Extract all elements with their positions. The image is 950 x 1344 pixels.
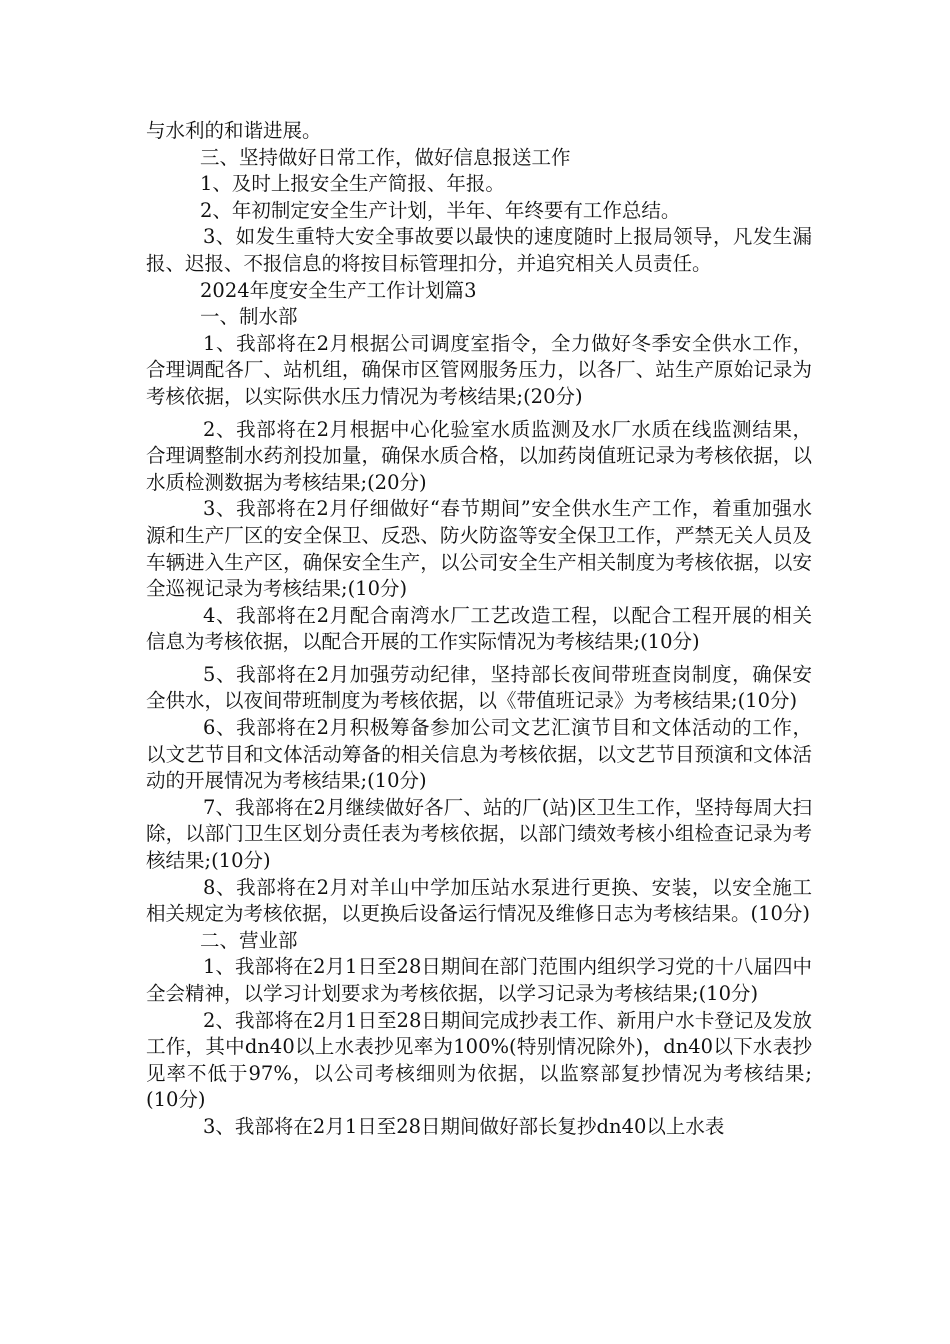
section-heading-daily-work: 三、坚持做好日常工作，做好信息报送工作 [200,145,571,169]
list-item: 8、我部将在2月对羊山中学加压站水泵进行更换、安装，以安全施工相关规定为考核依据，以更换后设备运行情况及维修日志为考核结果。(10分) [146,875,812,926]
plan-title: 2024年度安全生产工作计划篇3 [200,278,477,302]
section-heading-business: 二、营业部 [200,928,298,952]
list-item: 1、我部将在2月1日至28日期间在部门范围内组织学习党的十八届四中全会精神，以学习计划要求为考核依据，以学习记录为考核结果;(10分) [146,955,812,1005]
list-item: 3、我部将在2月仔细做好“春节期间”安全供水生产工作，着重加强水源和生产厂区的安全保卫、反恐、防火防盗等安全保卫工作，严禁无关人员及车辆进入生产区，确保安全生产，以公司安全生产相关制度为考核依据，以安全巡视记录为考核结果;(10分) [146,497,812,601]
list-item: 2、我部将在2月根据中心化验室水质监测及水厂水质在线监测结果，合理调整制水药剂投加量，确保水质合格，以加药岗值班记录为考核依据，以水质检测数据为考核结果;(20分) [146,417,812,494]
list-item: 1、及时上报安全生产简报、年报。 [200,172,505,196]
section-heading-water-production: 一、制水部 [200,305,298,329]
list-item: 5、我部将在2月加强劳动纪律，坚持部长夜间带班查岗制度，确保安全供水，以夜间带班制度为考核依据，以《带值班记录》为考核结果;(10分) [146,662,812,713]
list-item: 1、我部将在2月根据公司调度室指令，全力做好冬季安全供水工作，合理调配各厂、站机组，确保市区管网服务压力，以各厂、站生产原始记录为考核依据，以实际供水压力情况为考核结果;(20分) [146,331,812,408]
list-item: 2、我部将在2月1日至28日期间完成抄表工作、新用户水卡登记及发放工作，其中dn40以上水表抄见率为100%(特别情况除外)，dn40以下水表抄见率不低于97%，以公司考核细则为依据，以监察部复抄情况为考核结果;(10分) [146,1008,812,1112]
list-item: 7、我部将在2月继续做好各厂、站的厂(站)区卫生工作，坚持每周大扫除，以部门卫生区划分责任表为考核依据，以部门绩效考核小组检查记录为考核结果;(10分) [146,795,812,873]
paragraph-continuation: 与水利的和谐进展。 [146,119,322,142]
list-item: 2、年初制定安全生产计划，半年、年终要有工作总结。 [200,198,681,222]
list-item: 3、我部将在2月1日至28日期间做好部长复抄dn40以上水表 [203,1114,725,1138]
document-body [146,118,812,1141]
list-item: 4、我部将在2月配合南湾水厂工艺改造工程，以配合工程开展的相关信息为考核依据，以配合开展的工作实际情况为考核结果;(10分) [146,603,812,654]
list-item: 6、我部将在2月积极筹备参加公司文艺汇演节目和文体活动的工作，以文艺节目和文体活动筹备的相关信息为考核依据，以文艺节目预演和文体活动的开展情况为考核结果;(10分) [146,716,812,793]
list-item: 3、如发生重特大安全事故要以最快的速度随时上报局领导，凡发生漏报、迟报、不报信息的将按目标管理扣分，并追究相关人员责任。 [146,225,812,275]
